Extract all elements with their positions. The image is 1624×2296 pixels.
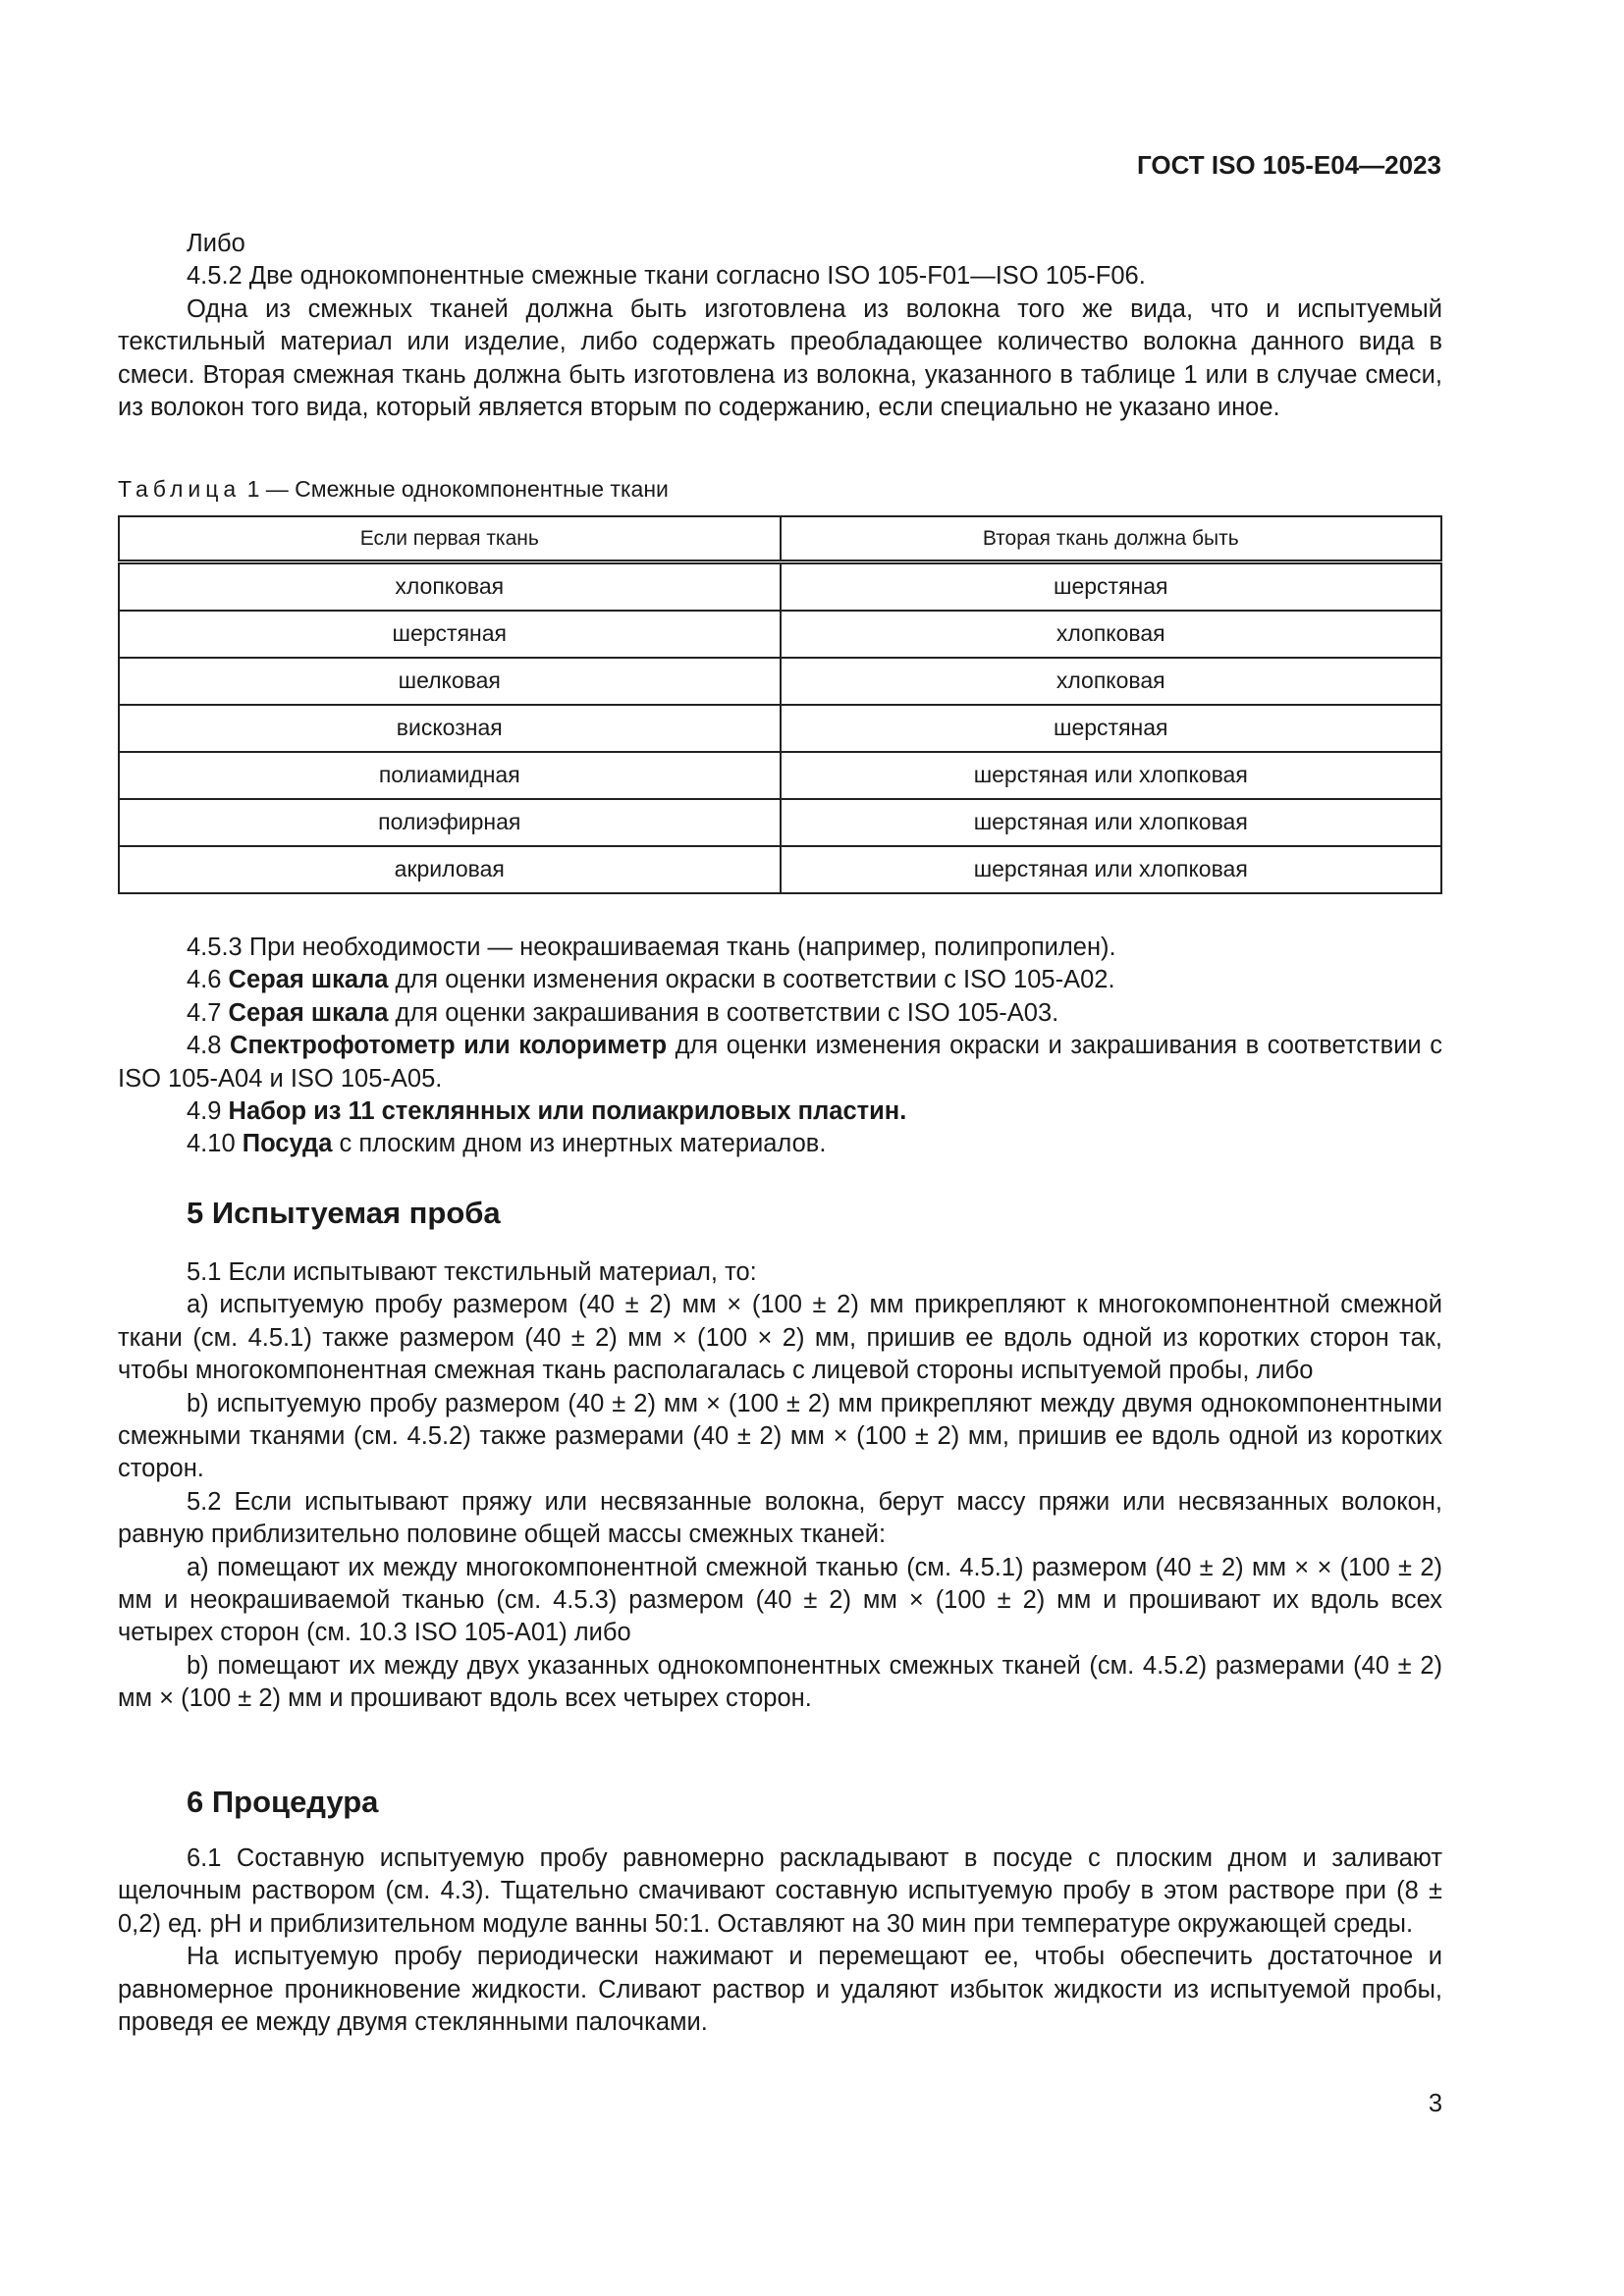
column-header: Вторая ткань должна быть bbox=[781, 516, 1442, 562]
item-number: 4.9 bbox=[187, 1097, 222, 1126]
table-cell: хлопковая bbox=[781, 658, 1442, 705]
paragraph: Одна из смежных тканей должна быть изготовлена из волокна того же вида, что и испытуемый текстильный материал или изделие, либо содержать преобладающее количество волокна данного вида в смеси. Вторая смежная ткань должна быть изготовлена из волокна, указанного в таблице 1 или в случае смеси, из волокон того вида, который является вторым по содержанию, если специально не указано иное. bbox=[118, 294, 1442, 422]
table-row bbox=[119, 658, 1441, 705]
list-item bbox=[118, 1128, 1442, 1160]
adjacent-fabrics-table bbox=[118, 515, 1442, 894]
caption-title: 1 — Смежные однокомпонентные ткани bbox=[246, 476, 669, 502]
page-number: 3 bbox=[1428, 2090, 1442, 2117]
table-header-row bbox=[119, 516, 1441, 562]
column-header: Если первая ткань bbox=[119, 516, 781, 562]
section-5-body bbox=[118, 1256, 1442, 1716]
table-cell: шерстяная bbox=[781, 562, 1442, 612]
item-number: 4.6 bbox=[187, 966, 222, 994]
paragraph: 6.1 Составную испытуемую пробу равномерно раскладывают в посуде с плоским дном и заливают щелочным раствором (см. 4.3). Тщательно смачивают составную испытуемую пробу в этом растворе при (8 ± 0,2) ед. pH и приблизительном модуле ванны 50:1. Оставляют на 30 мин при температуре окружающей среды. bbox=[118, 1844, 1442, 1938]
table-cell: полиамидная bbox=[119, 752, 781, 799]
paragraph: b) помещают их между двух указанных однокомпонентных смежных тканей (см. 4.5.2) размерами (40 ± 2) мм × (100 ± 2) мм и прошивают вдоль всех четырех сторон. bbox=[118, 1651, 1442, 1713]
list-item bbox=[118, 1095, 1442, 1128]
table-row bbox=[119, 846, 1441, 893]
list-item bbox=[118, 1030, 1442, 1095]
table-cell: хлопковая bbox=[119, 562, 781, 612]
table-cell: акриловая bbox=[119, 846, 781, 893]
list-item bbox=[118, 964, 1442, 996]
item-number: 4.8 bbox=[187, 1032, 222, 1060]
item-text: для оценки закрашивания в соответствии с ISO 105-A03. bbox=[395, 998, 1059, 1027]
table-cell: хлопковая bbox=[781, 611, 1442, 658]
paragraph: a) испытуемую пробу размером (40 ± 2) мм × (100 ± 2) мм прикрепляют к многокомпонентной смежной ткани (см. 4.5.1) также размером (40 ± 2) мм × (100 × 2) мм, пришив ее вдоль одной из коротких сторон так, чтобы многокомпонентная смежная ткань располагалась с лицевой стороны испытуемой пробы, либо bbox=[118, 1291, 1442, 1385]
table-row bbox=[119, 562, 1441, 612]
equipment-list bbox=[118, 932, 1442, 1161]
intro-text bbox=[118, 228, 1442, 424]
item-term: Спектрофотометр или колориметр bbox=[230, 1032, 668, 1060]
paragraph: На испытуемую пробу периодически нажимают и перемещают ее, чтобы обеспечить достаточное и равномерное проникновение жидкости. Сливают раствор и удаляют избыток жидкости из испытуемой пробы, проведя ее между двумя стеклянными палочками. bbox=[118, 1943, 1442, 2037]
paragraph: 4.5.2 Две однокомпонентные смежные ткани согласно ISO 105-F01—ISO 105-F06. bbox=[187, 262, 1146, 291]
table-caption bbox=[118, 473, 669, 506]
section-6-body bbox=[118, 1842, 1442, 2039]
item-term: Серая шкала bbox=[228, 998, 389, 1027]
caption-label: Таблица bbox=[118, 476, 242, 502]
item-number: 4.5.3 bbox=[187, 934, 243, 961]
table-cell: шерстяная bbox=[119, 611, 781, 658]
item-number: 4.7 bbox=[187, 998, 222, 1027]
document-id-header: ГОСТ ISO 105-E04—2023 bbox=[1136, 150, 1441, 180]
item-term: Серая шкала bbox=[228, 966, 389, 994]
paragraph: 5.2 Если испытывают пряжу или несвязанные волокна, берут массу пряжи или несвязанных волокон, равную приблизительно половине общей массы смежных тканей: bbox=[118, 1487, 1442, 1549]
paragraph: 5.1 Если испытывают текстильный материал, то: bbox=[187, 1258, 757, 1286]
table-cell: шелковая bbox=[119, 658, 781, 705]
table-row bbox=[119, 611, 1441, 658]
item-text: При необходимости — неокрашиваемая ткань (например, полипропилен). bbox=[248, 934, 1116, 961]
table-cell: шерстяная или хлопковая bbox=[781, 752, 1442, 799]
table-cell: шерстяная или хлопковая bbox=[781, 846, 1442, 893]
list-item bbox=[118, 997, 1442, 1030]
table-cell: шерстяная bbox=[781, 705, 1442, 752]
item-text: для оценки изменения окраски и закрашивания в соответствии с ISO 105-A04 и ISO 105-A05. bbox=[118, 1032, 1442, 1093]
table-row bbox=[119, 752, 1441, 799]
table-cell: вискозная bbox=[119, 705, 781, 752]
paragraph: b) испытуемую пробу размером (40 ± 2) мм × (100 ± 2) мм прикрепляют между двумя однокомпонентными смежными тканями (см. 4.5.2) также размерами (40 ± 2) мм × (100 ± 2) мм, пришив ее вдоль одной из коротких сторон. bbox=[118, 1389, 1442, 1483]
item-term: Набор из 11 стеклянных или полиакриловых пластин. bbox=[228, 1097, 907, 1126]
section-5-heading: 5 Испытуемая проба bbox=[187, 1196, 501, 1230]
paragraph: a) помещают их между многокомпонентной смежной тканью (см. 4.5.1) размером (40 ± 2) мм × × (100 ± 2) мм и неокрашиваемой тканью (см. 4.5.3) размером (40 ± 2) мм × (100 ± 2) мм и прошивают их вдоль всех четырех сторон (см. 10.3 ISO 105-A01) либо bbox=[118, 1553, 1442, 1647]
item-number: 4.10 bbox=[187, 1130, 236, 1158]
table-row bbox=[119, 705, 1441, 752]
table-row bbox=[119, 799, 1441, 846]
table-cell: шерстяная или хлопковая bbox=[781, 799, 1442, 846]
list-item bbox=[118, 932, 1442, 964]
section-6-heading: 6 Процедура bbox=[187, 1785, 379, 1819]
table-cell: полиэфирная bbox=[119, 799, 781, 846]
paragraph: Либо bbox=[187, 230, 245, 257]
item-term: Посуда bbox=[242, 1130, 333, 1158]
item-text: с плоским дном из инертных материалов. bbox=[339, 1130, 827, 1158]
item-text: для оценки изменения окраски в соответствии с ISO 105-A02. bbox=[395, 966, 1115, 994]
